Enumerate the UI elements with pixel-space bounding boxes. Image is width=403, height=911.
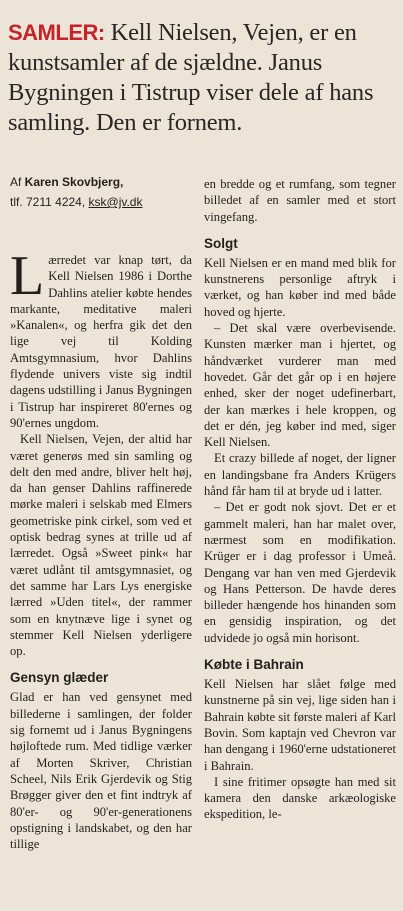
headline-text: Kell Nielsen, Vejen, er en kunstsamler af de sjældne. Janus Bygningen i Tistrup viser dele af hans samling. Den er fornem. [8, 19, 374, 136]
right-body [204, 176, 396, 823]
drop-cap: L [10, 245, 45, 307]
paragraph: – Det skal være overbevisende. Kunsten mærker man i hjertet, og håndværket vurderer man med hovedet. Går det går op i en højere enhed, sker der noget udefinerbart, der kan mærkes i hele kroppen, og det er dén, jeg køber ind med, siger Kell Nielsen. [204, 321, 396, 450]
paragraph: I sine fritimer opsøgte han med sit kamera den danske arkæologiske ekspedition, le- [204, 774, 396, 822]
left-body [10, 245, 192, 852]
byline-phone: tlf. 7211 4224, [10, 195, 89, 209]
paragraph: Lærredet var knap tørt, da Kell Nielsen 1986 i Dorthe Dahlins atelier købte hendes markante, meditative maleri »Kanalen«, og herfra gik det den lige vej til Kolding Amtsgymnasium, hvor Dahlins flydende univers viste sig indtil dagens udstilling i Janus Bygningen i Tistrup har inspireret 80'ernes og 90'ernes ungdom. [10, 245, 192, 430]
paragraph: – Det er godt nok sjovt. Det er et gammelt maleri, han har malet over, nærmest som en modifikation. Krüger er i dag professor i Umeå. Dengang var han ven med Gjerdevik og Hans Petterson. De havde deres billeder hængende hos hinanden som en gensidig inspiration, og det udvidede jo også min horisont. [204, 500, 396, 645]
paragraph: Kell Nielsen har slået følge med kunstnerne på sin vej, lige siden han i Bahrain købte sit første maleri af Karl Bovin. Som kaptajn ved Chevron var han dengang i 1960'erne udstationeret i Bahrain. [204, 677, 396, 773]
byline [10, 172, 192, 212]
paragraph: Et crazy billede af noget, der ligner en landingsbane fra Anders Krügers hånd får ham til at bryde ud i latter. [204, 451, 396, 499]
paragraph: Glad er han ved gensynet med billederne i samlingen, der folder sig fornemt ud i Janus Bygningens højloftede rum. Med tidlige værker af Morten Skriver, Christian Scheel, Nils Erik Gjerdevik og Stig Brøgger giver den et fint indtryk af 80'er- og 90'er-generationens opstigning i landskabet, og den har tillige [10, 690, 192, 852]
left-column [10, 172, 192, 852]
right-column [204, 176, 396, 823]
subheading-gensyn: Gensyn glæder [10, 670, 109, 686]
byline-author: Karen Skovbjerg, [24, 175, 124, 189]
paragraph: en bredde og et rumfang, som tegner billedet af en samler med et stort vingefang. [204, 177, 396, 224]
headline [8, 18, 398, 138]
paragraph: Kell Nielsen, Vejen, der altid har været generøs med sin samling og delt den med andre, bliver helt høj, da han genser Dahlins raffinerede mørke maleri i selskab med Elmers geometriske pink cirkel, som ved et optisk bedrag synes at trille ud af lærredet. Også »Sweet pink« har været udlånt til amtsgymnasiet, og det samme har Lars Lys energiske lærred »Uden titel«, der rammer som en knytnæve lige i synet og stemmer Kell Nielsen yderligere op. [10, 432, 192, 659]
byline-prefix: Af [10, 175, 25, 189]
subheading-bahrain: Købte i Bahrain [204, 657, 304, 673]
headline-kicker: SAMLER: [8, 20, 105, 45]
byline-contact-line [10, 192, 192, 212]
byline-author-line [10, 172, 192, 192]
subheading-solgt: Solgt [204, 235, 238, 251]
paragraph: Kell Nielsen er en mand med blik for kunstnerens personlige aftryk i værket, og han køber ind med både hoved og hjerte. [204, 255, 396, 319]
byline-email-link[interactable]: ksk@jv.dk [88, 195, 143, 209]
